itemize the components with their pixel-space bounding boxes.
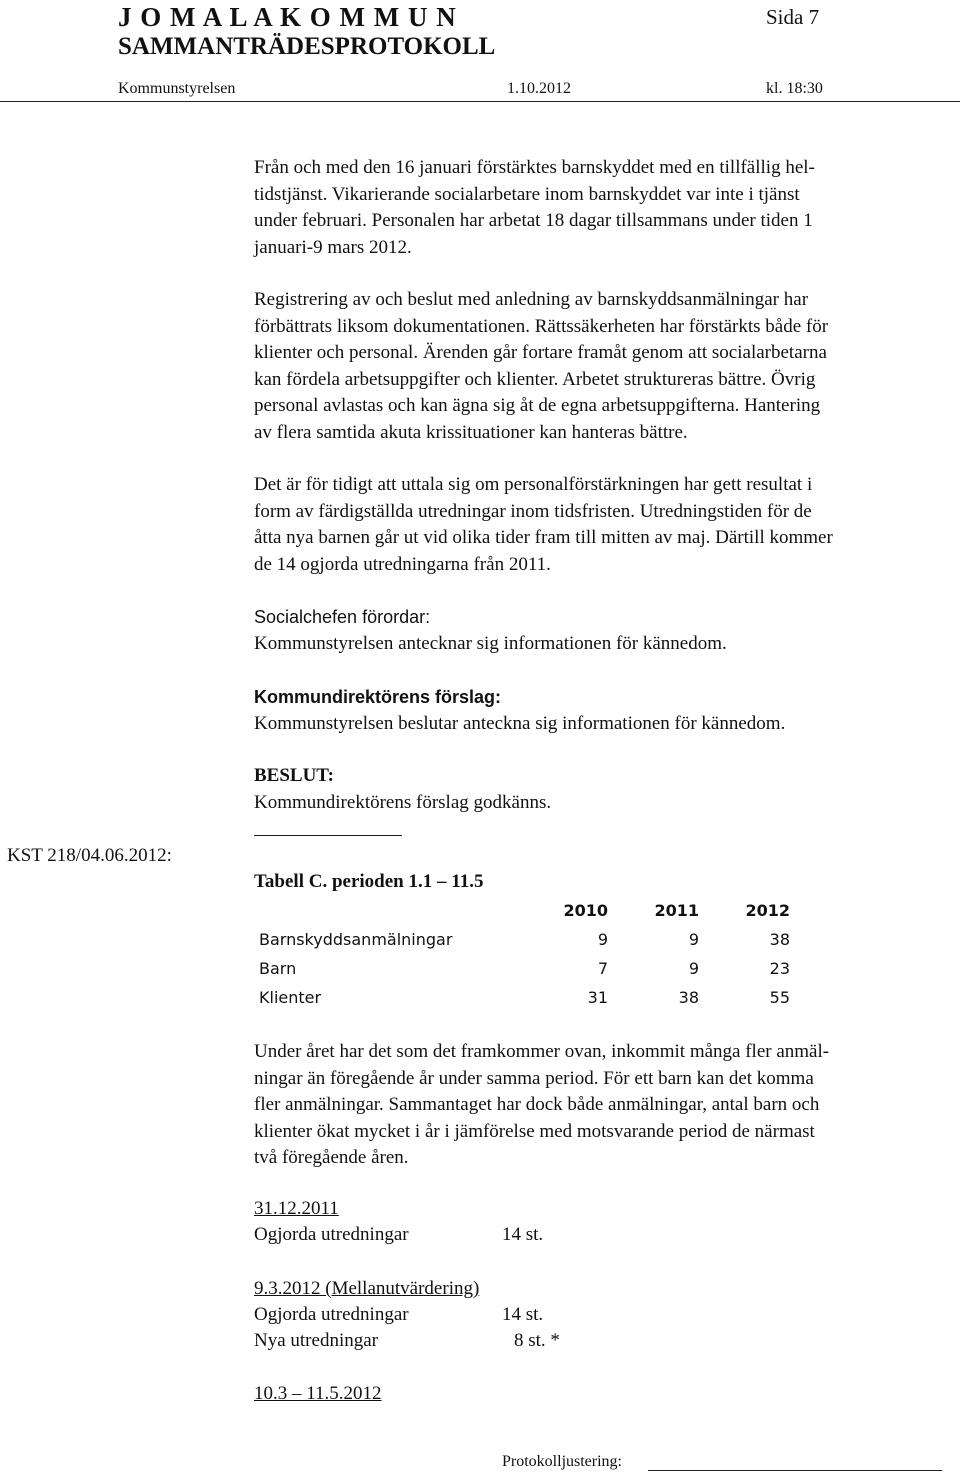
table-row bbox=[254, 925, 790, 954]
signature-line[interactable] bbox=[648, 1470, 942, 1471]
text-line: de 14 ogjorda utredningarna från 2011. bbox=[254, 553, 551, 575]
text-line: Från och med den 16 januari förstärktes barnskyddet med en tillfällig hel- bbox=[254, 157, 815, 178]
socialchef-text: Kommunstyrelsen antecknar sig informationen för kännedom. bbox=[254, 632, 727, 654]
intro-paragraph bbox=[254, 155, 954, 261]
statistics-table bbox=[254, 896, 790, 1012]
text-line: förbättrats liksom dokumentationen. Rättssäkerheten har förstärkts både för bbox=[254, 315, 829, 337]
table-header-year: 2011 bbox=[654, 901, 699, 920]
period-row-value: 14 st. bbox=[502, 1304, 544, 1325]
page-number: Sida 7 bbox=[766, 5, 820, 29]
table-cell: 38 bbox=[678, 988, 699, 1007]
kst-reference: KST 218/04.06.2012: bbox=[7, 845, 172, 866]
protocol-justering-label: Protokolljustering: bbox=[502, 1453, 622, 1470]
meeting-body: Kommunstyrelsen bbox=[118, 80, 236, 97]
text-line: personal avlastas och kan ägna sig åt de egna arbetsuppgifterna. Hantering bbox=[254, 395, 821, 416]
meeting-date: 1.10.2012 bbox=[507, 80, 571, 97]
text-line: klienter ökat mycket i år i jämförelse med motsvarande period de närmast bbox=[254, 1120, 815, 1142]
table-row-label: Barn bbox=[259, 959, 297, 978]
protocol-title: SAMMANTRÄDESPROTOKOLL bbox=[118, 33, 496, 60]
direktor-heading: Kommundirektörens förslag: bbox=[254, 687, 502, 707]
beslut-section bbox=[254, 763, 954, 816]
text-line: Det är för tidigt att uttala sig om personalförstärkningen har gett resultat i bbox=[254, 474, 813, 495]
text-line: form av färdigställda utredningar inom tidsfristen. Utredningstiden för de bbox=[254, 500, 812, 522]
period-date: 10.3 – 11.5.2012 bbox=[254, 1383, 382, 1404]
table-cell: 9 bbox=[688, 930, 699, 949]
text-line: Under året har det som det framkommer ovan, inkommit många fler anmäl- bbox=[254, 1041, 830, 1062]
header-rule bbox=[0, 101, 960, 102]
table-header-row bbox=[254, 896, 790, 925]
tidigt-paragraph bbox=[254, 472, 954, 578]
text-line: åtta nya barnen går ut vid olika tider fram till mitten av maj. Därtill kommer bbox=[254, 527, 833, 548]
period-row-value: 8 st. * bbox=[514, 1330, 560, 1351]
direktor-section bbox=[254, 684, 954, 737]
registrering-paragraph bbox=[254, 287, 954, 446]
text-line: fler anmälningar. Sammantaget har dock både anmälningar, antal barn och bbox=[254, 1094, 820, 1115]
period-date: 31.12.2011 bbox=[254, 1198, 339, 1219]
text-line: klienter och personal. Ärenden går fortare framåt genom att socialarbetarna bbox=[254, 342, 827, 363]
socialchef-heading: Socialchefen förordar: bbox=[254, 607, 431, 627]
text-line: två föregående åren. bbox=[254, 1147, 409, 1168]
beslut-rule bbox=[254, 835, 402, 836]
table-cell: 55 bbox=[769, 988, 790, 1007]
table-header-year: 2012 bbox=[745, 901, 790, 920]
table-row bbox=[254, 983, 790, 1012]
text-line: Registrering av och beslut med anledning av barnskyddsanmälningar har bbox=[254, 289, 809, 310]
table-row-label: Barnskyddsanmälningar bbox=[259, 930, 453, 949]
period-date: 9.3.2012 (Mellanutvärdering) bbox=[254, 1278, 480, 1299]
text-line: januari-9 mars 2012. bbox=[254, 236, 412, 258]
period-row-value: 14 st. bbox=[502, 1224, 544, 1245]
period-row-label: Ogjorda utredningar bbox=[254, 1224, 409, 1245]
table-header-year: 2010 bbox=[563, 901, 608, 920]
period-row-label: Ogjorda utredningar bbox=[254, 1304, 409, 1325]
text-line: tidstjänst. Vikarierande socialarbetare inom barnskyddet var inte i tjänst bbox=[254, 183, 800, 205]
direktor-text: Kommunstyrelsen beslutar anteckna sig informationen för kännedom. bbox=[254, 712, 786, 734]
meeting-time: kl. 18:30 bbox=[766, 80, 823, 97]
table-cell: 7 bbox=[597, 959, 608, 978]
municipality-title: J O M A L A K O M M U N bbox=[118, 2, 457, 32]
text-line: under februari. Personalen har arbetat 18 dagar tillsammans under tiden 1 bbox=[254, 210, 813, 231]
table-cell: 31 bbox=[587, 988, 608, 1007]
table-row bbox=[254, 954, 790, 983]
table-header-empty bbox=[254, 896, 517, 925]
period-row-label: Nya utredningar bbox=[254, 1330, 378, 1351]
table-title: Tabell C. perioden 1.1 – 11.5 bbox=[254, 871, 484, 892]
text-line: av flera samtida akuta krissituationer kan hanteras bättre. bbox=[254, 421, 688, 443]
table-cell: 23 bbox=[769, 959, 790, 978]
table-cell: 9 bbox=[688, 959, 699, 978]
table-row-label: Klienter bbox=[259, 988, 322, 1007]
under-aret-paragraph bbox=[254, 1039, 954, 1172]
table-cell: 9 bbox=[597, 930, 608, 949]
beslut-heading: BESLUT: bbox=[254, 765, 334, 786]
text-line: kan fördela arbetsuppgifter och klienter. Arbetet struktureras bättre. Övrig bbox=[254, 368, 816, 390]
table-cell: 38 bbox=[769, 930, 790, 949]
socialchef-section bbox=[254, 604, 954, 657]
text-line: ningar än föregående år under samma period. För ett barn kan det komma bbox=[254, 1067, 814, 1089]
beslut-text: Kommundirektörens förslag godkänns. bbox=[254, 791, 552, 813]
